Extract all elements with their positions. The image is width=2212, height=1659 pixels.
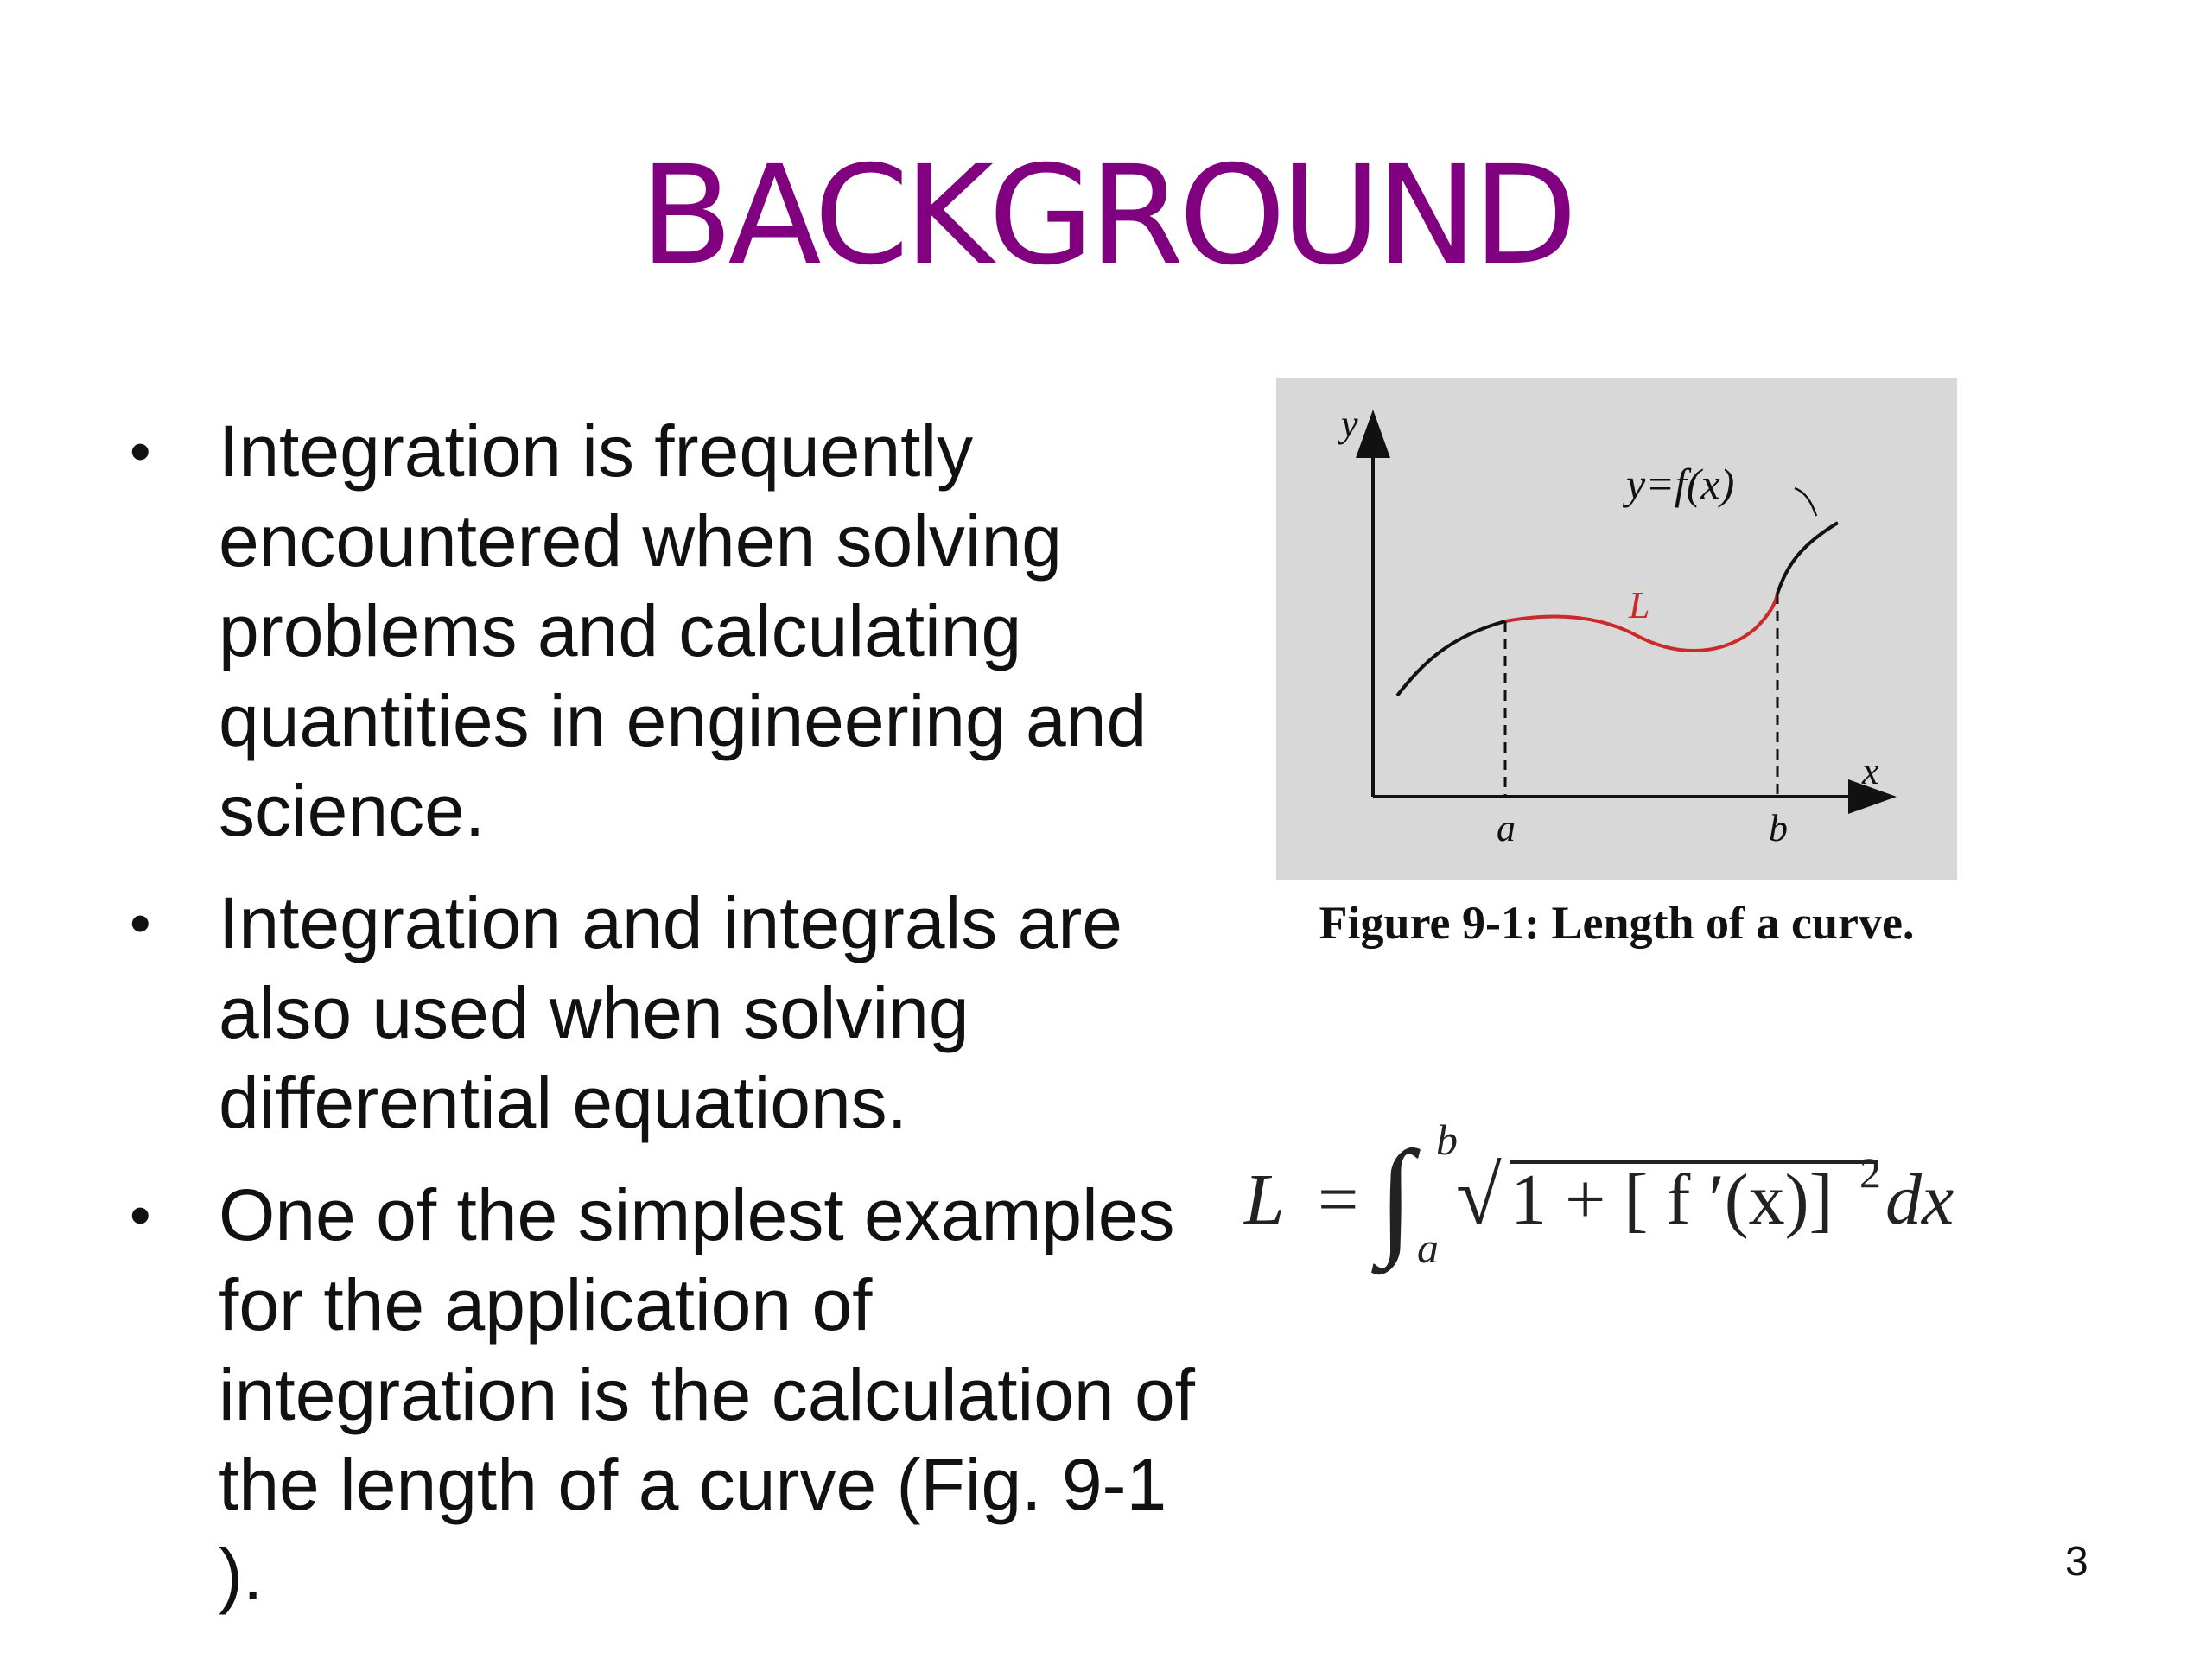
bullet-text: Integration is frequently encountered when solving problems and calculating quantities in engineering and science. <box>219 410 1147 851</box>
x-axis-label: x <box>1862 750 1879 792</box>
bullet-marker: • <box>130 1181 151 1249</box>
lower-limit: a <box>1417 1224 1439 1272</box>
bullet-text: One of the simplest examples for the application of integration is the calculation of the length of a curve (Fig. 9-1 ). <box>219 1174 1196 1615</box>
radicand: 1 + [ f ′(x)] <box>1510 1160 1834 1240</box>
formula-equals: = <box>1318 1160 1359 1240</box>
y-axis-label: y <box>1341 403 1358 445</box>
curve-label: y=f(x) <box>1626 460 1735 508</box>
bullet-item <box>130 1170 1210 1619</box>
bullet-marker: • <box>130 889 151 957</box>
bullet-item <box>130 878 1210 1147</box>
curve-diagram <box>1276 378 1957 880</box>
point-a-label: a <box>1497 807 1516 849</box>
slide-title: BACKGROUND <box>639 137 1573 296</box>
page-number: 3 <box>2065 1539 2088 1585</box>
curve-right-segment <box>1777 523 1838 594</box>
arc-length-formula <box>1236 1116 1961 1279</box>
bullet-list <box>130 406 1210 1642</box>
integral-sign: ∫ <box>1378 1125 1414 1268</box>
figure-caption: Figure 9-1: Length of a curve. <box>1319 897 1915 949</box>
radical-sign: √ <box>1456 1149 1502 1242</box>
upper-limit: b <box>1436 1116 1458 1164</box>
arc-length-label: L <box>1629 584 1650 626</box>
curve-length-figure <box>1276 378 1957 880</box>
bullet-text: Integration and integrals are also used when solving differential equations. <box>219 882 1123 1143</box>
curve-left-segment <box>1397 621 1505 696</box>
point-b-label: b <box>1769 807 1788 849</box>
differential: dx <box>1885 1160 1955 1240</box>
exponent: 2 <box>1859 1148 1881 1197</box>
bullet-item <box>130 406 1210 855</box>
formula-lhs: L <box>1244 1160 1285 1240</box>
bullet-marker: • <box>130 417 151 485</box>
curve-label-leader <box>1795 488 1816 516</box>
